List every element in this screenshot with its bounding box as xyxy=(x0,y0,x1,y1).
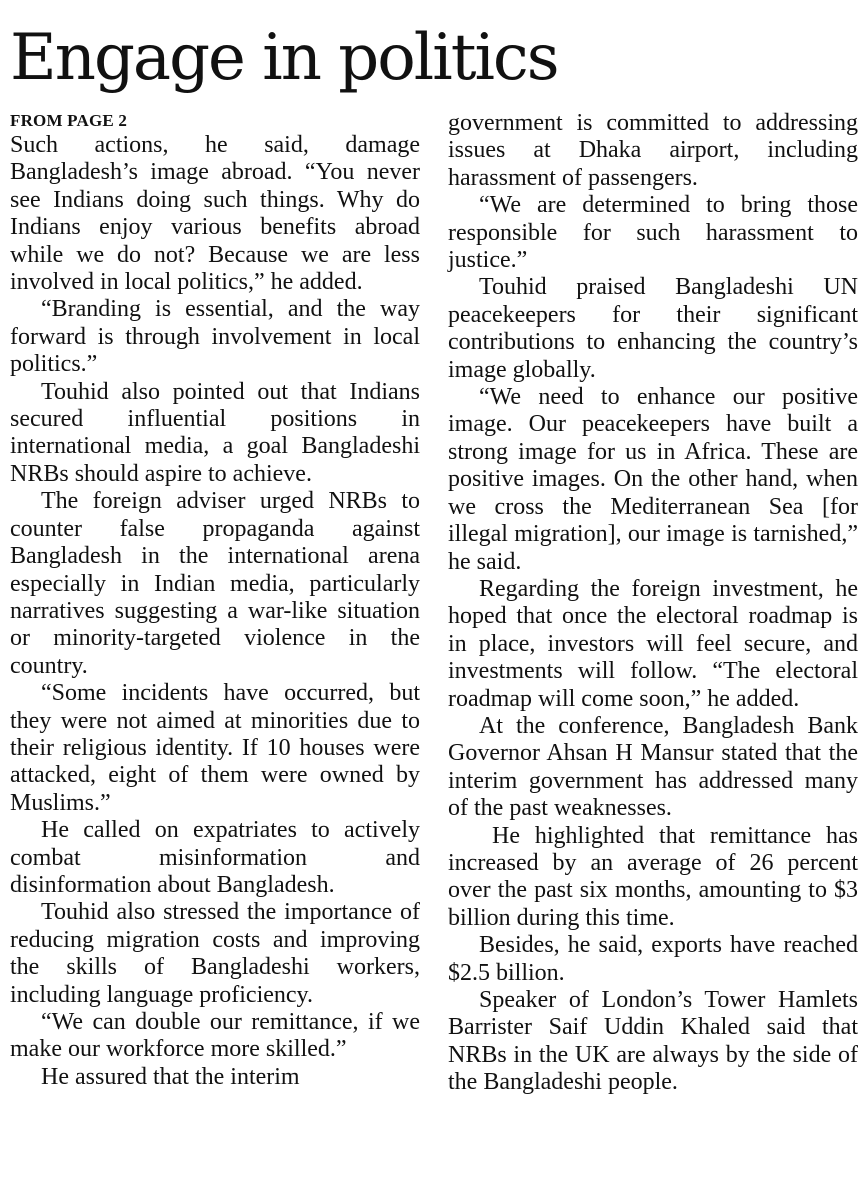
paragraph: Besides, he said, exports have reached $2.5 billion. xyxy=(448,932,858,986)
headline: Engage in politics xyxy=(10,21,558,95)
paragraph: He highlighted that remittance has increased by an average of 26 percent over the past six months, amounting to $3 billion during this time. xyxy=(448,822,858,931)
paragraph: “Some incidents have occurred, but they were not aimed at minorities due to their religious identity. If 10 houses were attacked, eight of them were owned by Muslims.” xyxy=(10,680,420,816)
paragraph: He called on expatriates to actively combat misinformation and disinformation about Bangladesh. xyxy=(10,817,420,898)
article-column-left xyxy=(10,110,420,1091)
paragraph: Touhid also stressed the importance of reducing migration costs and improving the skills of Bangladeshi workers, including language proficiency. xyxy=(10,899,420,1008)
paragraph: “Branding is essential, and the way forward is through involvement in local politics.” xyxy=(10,296,420,378)
dateline: FROM PAGE 2 xyxy=(10,111,128,130)
article-column-right xyxy=(448,110,858,1097)
paragraph: The foreign adviser urged NRBs to counter false propaganda against Bangladesh in the international arena especially in Indian media, particularly narratives suggesting a war-like situation or minority-targeted violence in the country. xyxy=(10,488,420,679)
paragraph: Touhid also pointed out that Indians secured influential positions in international media, a goal Bangladeshi NRBs should aspire to achieve. xyxy=(10,378,420,487)
paragraph: He assured that the interim xyxy=(41,1063,300,1090)
paragraph: government is committed to addressing issues at Dhaka airport, including harassment of passengers. xyxy=(448,110,858,191)
paragraph: Speaker of London’s Tower Hamlets Barrister Saif Uddin Khaled said that NRBs in the UK are always by the side of the Bangladeshi people. xyxy=(448,987,858,1096)
paragraph: Regarding the foreign investment, he hoped that once the electoral roadmap is in place, investors will feel secure, and investments will follow. “The electoral roadmap will come soon,” he added. xyxy=(448,575,858,712)
paragraph: Touhid praised Bangladeshi UN peacekeepers for their significant contributions to enhancing the country’s image globally. xyxy=(448,274,858,383)
paragraph: At the conference, Bangladesh Bank Governor Ahsan H Mansur stated that the interim government has addressed many of the past weaknesses. xyxy=(448,712,858,822)
paragraph: “We can double our remittance, if we make our workforce more skilled.” xyxy=(10,1009,420,1063)
paragraph: Such actions, he said, damage Bangladesh’s image abroad. “You never see Indians doing such things. Why do Indians enjoy various benefits abroad while we do not? Because we are less involved in local politics,” he added. xyxy=(10,132,420,296)
paragraph: “We need to enhance our positive image. Our peacekeepers have built a strong image for us in Africa. These are positive images. On the other hand, when we cross the Mediterranean Sea [for illegal migration], our image is tarnished,” he said. xyxy=(448,384,858,575)
paragraph: “We are determined to bring those responsible for such harassment to justice.” xyxy=(448,192,858,274)
